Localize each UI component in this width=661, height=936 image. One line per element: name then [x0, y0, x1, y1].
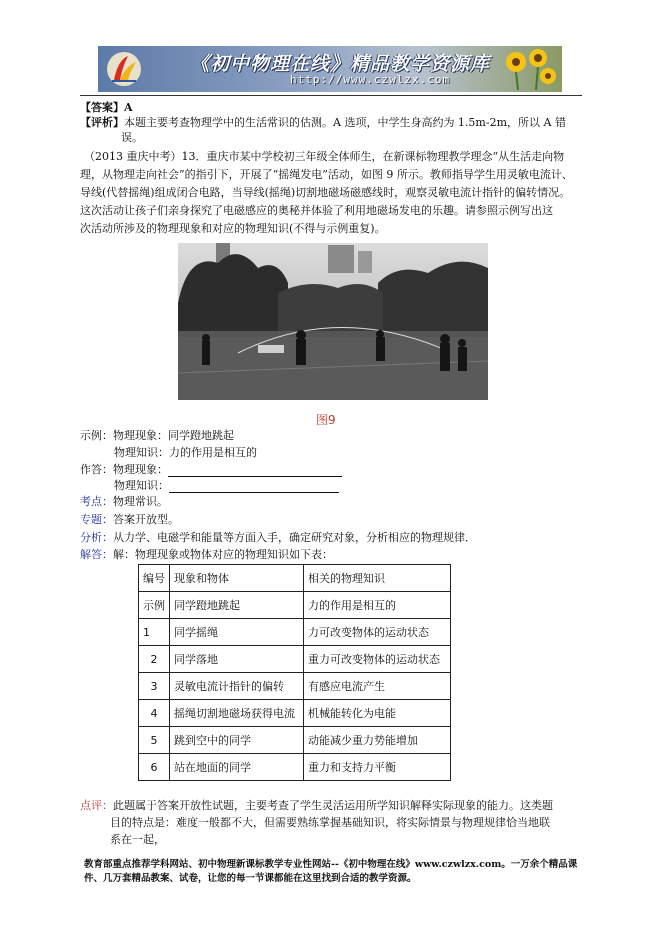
analysis-line-1 — [80, 115, 566, 130]
site-logo-icon — [104, 50, 144, 88]
comment-line-1 — [80, 798, 553, 813]
answer-value: A — [124, 101, 133, 114]
table-cell-knowledge: 力的作用是相互的 — [304, 592, 451, 619]
footer-line-1: 教育部重点推荐学科网站、初中物理新课标教学专业性网站--《初中物理在线》www.czwlzx.com。一万余个精品课 — [84, 859, 578, 870]
phenomenon-answer-blank[interactable] — [168, 464, 342, 477]
prompt-knowledge-line — [114, 478, 339, 493]
table-cell-phenomenon: 同学落地 — [170, 646, 304, 673]
fenxi-line — [80, 530, 476, 545]
header-banner — [98, 46, 562, 92]
table-cell-phenomenon: 摇绳切割地磁场获得电流 — [170, 700, 304, 727]
table-cell-phenomenon: 站在地面的同学 — [170, 754, 304, 781]
table-header-cell: 现象和物体 — [170, 565, 304, 592]
table-cell-knowledge: 力可改变物体的运动状态 — [304, 619, 451, 646]
table-row — [139, 592, 451, 619]
table-cell-number: 5 — [139, 727, 170, 754]
fenxi-text: 从力学、电磁学和能量等方面入手，确定研究对象，分析相应的物理规律． — [113, 531, 476, 544]
table-row — [139, 673, 451, 700]
fenxi-label: 分析： — [80, 531, 113, 544]
schoolyard-photo-image — [178, 243, 488, 400]
zhuanti-text: 答案开放型。 — [113, 513, 179, 526]
example-label: 示例： — [80, 429, 113, 442]
table-cell-knowledge: 动能减少重力势能增加 — [304, 727, 451, 754]
table-cell-knowledge: 机械能转化为电能 — [304, 700, 451, 727]
kaodian-line — [80, 494, 168, 509]
table-cell-number: 示例 — [139, 592, 170, 619]
question-line-4: 这次活动让孩子们亲身探究了电磁感应的奥秘并体验了利用地磁场发电的乐趣。请参照示例写出这 — [80, 204, 553, 217]
question-line-3: 导线(代替摇绳)组成闭合电路，当导线(摇绳)切割地磁场磁感线时，观察灵敏电流计指针的偏转情况。 — [80, 186, 571, 199]
table-cell-phenomenon: 同学蹬地跳起 — [170, 592, 304, 619]
prompt-knowledge-label: 物理知识： — [114, 479, 169, 492]
analysis-text-2: 误。 — [121, 131, 143, 144]
analysis-text-1: 本题主要考查物理学中的生活常识的估测。A 选项，中学生身高约为 1.5m-2m，所以 A 错 — [124, 116, 566, 129]
page-footer — [84, 858, 584, 886]
comment-text-1: 此题属于答案开放性试题，主要考查了学生灵活运用所学知识解释实际现象的能力。这类题 — [113, 799, 553, 812]
table-row — [139, 619, 451, 646]
banner-url[interactable]: http://www.czwlzx.com — [290, 73, 451, 86]
figure-caption: 图9 — [316, 413, 336, 427]
table-cell-number: 2 — [139, 646, 170, 673]
comment-text-2: 目的特点是：难度一般都不大，但需要熟练掌握基础知识，将实际情景与物理规律恰当地联 — [110, 816, 550, 829]
table-cell-number: 1 — [139, 619, 170, 646]
prompt-phenomenon-line — [80, 462, 342, 477]
table-cell-knowledge: 重力可改变物体的运动状态 — [304, 646, 451, 673]
figure-9-photo — [178, 243, 488, 400]
comment-text-3: 系在一起， — [110, 833, 165, 846]
table-header-cell: 相关的物理知识 — [304, 565, 451, 592]
table-cell-knowledge: 重力和支持力平衡 — [304, 754, 451, 781]
phenomenon-knowledge-table — [138, 564, 451, 781]
jieda-line — [80, 547, 333, 562]
table-header-cell: 编号 — [139, 565, 170, 592]
table-cell-phenomenon: 灵敏电流计指针的偏转 — [170, 673, 304, 700]
zhuanti-line — [80, 512, 179, 527]
table-row — [139, 700, 451, 727]
knowledge-answer-blank[interactable] — [169, 480, 339, 493]
answer-line — [80, 100, 133, 115]
example-knowledge-line — [114, 445, 257, 460]
kaodian-label: 考点： — [80, 495, 113, 508]
table-cell-phenomenon: 同学摇绳 — [170, 619, 304, 646]
header-divider — [80, 95, 582, 96]
footer-line-2: 件、几万套精品教案、试卷，让您的每一节课都能在这里找到合适的教学资源。 — [84, 873, 417, 884]
question-line-5: 次活动所涉及的物理现象和对应的物理知识(不得与示例重复)。 — [80, 222, 386, 235]
table-header-row — [139, 565, 451, 592]
comment-label: 点评： — [80, 799, 113, 812]
table-row — [139, 646, 451, 673]
jieda-text: 解：物理现象或物体对应的物理知识如下表： — [113, 548, 333, 561]
example-knowledge-label: 物理知识： — [114, 446, 169, 459]
zhuanti-label: 专题： — [80, 513, 113, 526]
example-phenomenon-label: 物理现象： — [113, 429, 168, 442]
jieda-label: 解答： — [80, 548, 113, 561]
sunflower-icon — [502, 48, 558, 90]
question-line-1: （2013 重庆中考）13．重庆市某中学校初三年级全体师生，在新课标物理教学理念“从生活走向物 — [84, 150, 565, 163]
table-cell-phenomenon: 跳到空中的同学 — [170, 727, 304, 754]
analysis-tag: 【评析】 — [80, 116, 124, 129]
example-phenomenon: 同学蹬地跳起 — [168, 429, 234, 442]
prompt-phenomenon-label: 物理现象： — [113, 463, 168, 476]
banner-title: 《初中物理在线》精品教学资源库 — [190, 53, 491, 75]
table-cell-number: 4 — [139, 700, 170, 727]
table-cell-knowledge: 有感应电流产生 — [304, 673, 451, 700]
answer-tag: 【答案】 — [80, 101, 124, 114]
prompt-label: 作答： — [80, 463, 113, 476]
table-row — [139, 727, 451, 754]
table-cell-number: 6 — [139, 754, 170, 781]
question-line-2: 理，从物理走向社会”的指引下，开展了“摇绳发电”活动，如图 9 所示。教师指导学生用灵敏电流计、 — [80, 168, 573, 181]
example-phenomenon-line — [80, 428, 234, 443]
table-cell-number: 3 — [139, 673, 170, 700]
kaodian-text: 物理常识。 — [113, 495, 168, 508]
table-row — [139, 754, 451, 781]
example-knowledge: 力的作用是相互的 — [169, 446, 257, 459]
